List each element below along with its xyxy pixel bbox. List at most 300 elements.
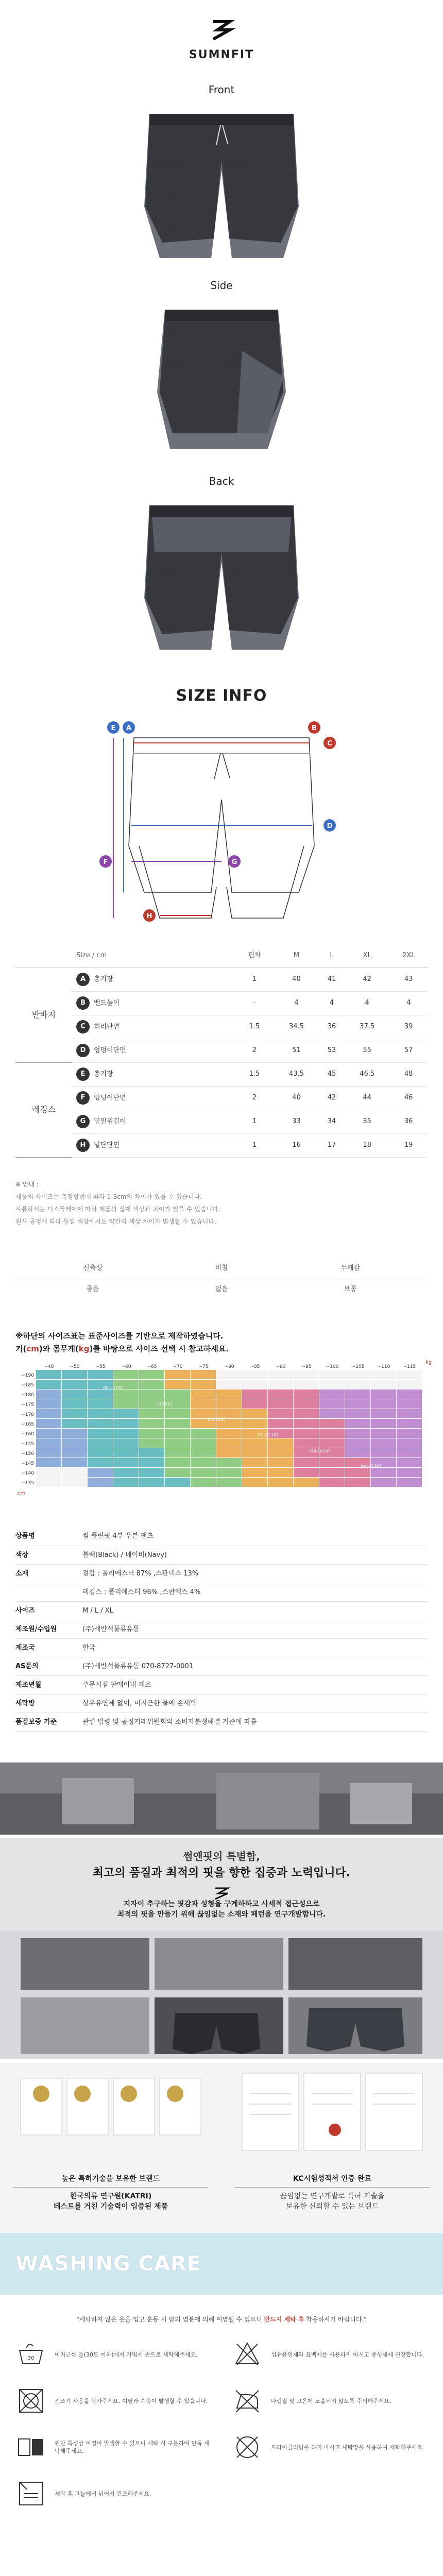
heatmap-cell [216, 1448, 242, 1458]
fabric-photo-image [0, 1762, 443, 1835]
heatmap-cell [397, 1458, 422, 1467]
heatmap-cell [62, 1399, 87, 1409]
size-2xl-cell: 43 [389, 968, 428, 991]
heatmap-cell [268, 1389, 293, 1399]
heatmap-cell [319, 1478, 345, 1487]
y-tick-label: ~155 [21, 1441, 34, 1447]
heatmap-cell [216, 1458, 242, 1467]
heatmap-cell [165, 1458, 190, 1467]
heatmap-cell [294, 1458, 319, 1467]
measure-badge: B [76, 996, 90, 1010]
y-tick-label: ~160 [21, 1431, 34, 1437]
info-key: 품질보증 기준 [15, 1713, 77, 1732]
series-label: 4XL(120) [360, 1464, 382, 1469]
heatmap-cell [62, 1380, 87, 1389]
info-row [15, 1620, 428, 1639]
y-tick-label: ~150 [21, 1451, 34, 1456]
y-tick-label: ~180 [21, 1392, 34, 1398]
deviation-cell: 1 [235, 968, 274, 991]
info-value: 블랙(Black) / 네이비(Navy) [77, 1546, 428, 1565]
washing-instruction-text: 세탁 후 그늘에서 뉘어서 건조해주세요. [55, 2490, 151, 2497]
brand-name: SUMNFIT [189, 48, 254, 61]
y-tick-label: ~135 [21, 1480, 34, 1486]
heatmap-cell [88, 1419, 113, 1428]
heatmap-cell [139, 1419, 164, 1428]
brand-story-body [0, 1900, 443, 1930]
washing-instruction-text: 건조기 사용을 삼가주세요. 이염과 수축이 발생할 수 있습니다. [55, 2397, 208, 2404]
size-l-cell: 34 [319, 1110, 345, 1133]
washing-instruction-text: 드라이클리닝을 하지 마시고 세탁망을 사용하여 세탁해주세요. [271, 2444, 424, 2451]
heatmap-cell [165, 1468, 190, 1477]
heatmap-cell [397, 1448, 422, 1458]
series-label: 2XL(110) [257, 1432, 279, 1438]
size-l-cell: 4 [319, 991, 345, 1015]
info-value: 한국 [77, 1639, 428, 1657]
heatmap-cell [319, 1389, 345, 1399]
y-tick-label: ~175 [21, 1402, 34, 1408]
size-2xl-cell: 19 [389, 1133, 428, 1157]
x-tick-label: ~105 [351, 1364, 365, 1369]
deviation-cell: 1.5 [235, 1015, 274, 1039]
factory-photos-image [0, 1930, 443, 2059]
heatmap-cell [36, 1389, 61, 1399]
brand-story-title: 썸앤핏의 특별함, [183, 1850, 260, 1863]
heatmap-cell [62, 1419, 87, 1428]
info-key [15, 1583, 77, 1602]
brand-story-p1: 지자이 추구하는 핏감과 성형을 구계하하고 사세적 접근성으로 [123, 1900, 320, 1909]
y-axis-unit: cm [18, 1490, 26, 1496]
size-2xl-cell: 4 [389, 991, 428, 1015]
info-row [15, 1602, 428, 1620]
svg-text:D: D [327, 822, 333, 830]
heatmap-cell [397, 1468, 422, 1477]
heatmap-cell [36, 1380, 61, 1389]
heatmap-cell [319, 1409, 345, 1418]
table-row [15, 968, 428, 991]
heatmap-cell [62, 1409, 87, 1418]
heatmap-cell [191, 1458, 216, 1467]
heatmap-cell [371, 1438, 396, 1448]
heatmap-cell [294, 1370, 319, 1379]
info-row [15, 1565, 428, 1583]
x-tick-label: ~90 [276, 1364, 286, 1369]
heatmap-cell [397, 1429, 422, 1438]
brand-story-text [0, 1838, 443, 1900]
back-label: Back [209, 475, 234, 487]
washing-instruction-text: 다림질 및 고온에 노출되지 않도록 주의해주세요. [271, 2397, 391, 2404]
measure-label: 총기장 [94, 975, 113, 984]
heatmap-cell [139, 1389, 164, 1399]
washing-note-emphasis: 반드시 세탁 후 [264, 2315, 304, 2323]
measure-label: 밑밑위길이 [94, 1117, 126, 1126]
feel-value: 없음 [215, 1285, 228, 1293]
note-line: 사용하시는 디스플레이에 따라 제품의 실제 색상과 차이가 있을 수 있습니다. [15, 1205, 220, 1213]
no-tumble-dry-icon [15, 2385, 46, 2416]
info-row [15, 1546, 428, 1565]
washing-care-title: WASHING CARE [15, 2251, 202, 2276]
heatmap-cell [345, 1448, 370, 1458]
heatmap-cell [242, 1419, 267, 1428]
cert-right-title: KC시험성적서 인증 완료 [234, 2174, 430, 2188]
heatmap-cell [191, 1429, 216, 1438]
info-key: 세탁방 [15, 1694, 77, 1713]
heatmap-cell [191, 1468, 216, 1477]
info-key: 제조국 [15, 1639, 77, 1657]
heatmap-cell [242, 1399, 267, 1409]
measure-badge: D [76, 1044, 90, 1057]
heatmap-cell [36, 1370, 61, 1379]
size-m-cell: 34.5 [274, 1015, 319, 1039]
shorts-side-image [113, 299, 330, 464]
heatmap-cell [397, 1380, 422, 1389]
size-notes [15, 1178, 428, 1228]
certificates-image [0, 2063, 443, 2166]
heatmap-cell [294, 1478, 319, 1487]
separate-wash-icon [15, 2432, 46, 2463]
heatmap-cell [216, 1429, 242, 1438]
heatmap-cell [268, 1380, 293, 1389]
washing-instruction [15, 2385, 211, 2416]
heatmap-cell [88, 1468, 113, 1477]
heatmap-cell [345, 1429, 370, 1438]
y-tick-label: ~165 [21, 1421, 34, 1427]
cert-left-sub2: 테스트를 거친 기술력이 입증된 제품 [53, 2202, 168, 2211]
heatmap-cell [242, 1409, 267, 1418]
svg-text:30: 30 [27, 2355, 35, 2362]
cert-right-sub1: 끊임없는 연구개발로 특허 기술을 [280, 2192, 385, 2201]
heatmap-cell [165, 1409, 190, 1418]
heatmap-cell [268, 1370, 293, 1379]
header-cell: M [274, 944, 319, 968]
measure-label: 밴드높이 [94, 999, 120, 1007]
table-row [15, 1086, 428, 1110]
heatmap-cell [216, 1399, 242, 1409]
heatmap-cell [113, 1448, 139, 1458]
heatmap-cell [319, 1438, 345, 1448]
heatmap-cell [371, 1370, 396, 1379]
info-key: 소재 [15, 1565, 77, 1583]
measure-badge: H [76, 1139, 90, 1152]
heatmap-cell [191, 1438, 216, 1448]
info-value: (주)세반석물류유통 [77, 1620, 428, 1639]
svg-text:H: H [146, 912, 152, 920]
heatmap-cell [113, 1419, 139, 1428]
heatmap-cell [62, 1478, 87, 1487]
feel-value: 보통 [344, 1285, 357, 1293]
heatmap-cell [36, 1399, 61, 1409]
heatmap-cell [165, 1438, 190, 1448]
heatmap-cell [216, 1468, 242, 1477]
heatmap-cell [268, 1448, 293, 1458]
washing-instruction [15, 2432, 211, 2463]
size-m-cell: 43.5 [274, 1062, 319, 1086]
cert-captions [0, 2174, 443, 2212]
heatmap-cell [62, 1370, 87, 1379]
chart-subtitle-text: )와 몸무게( [39, 1344, 79, 1353]
certifications-section [0, 2063, 443, 2233]
side-label: Side [210, 279, 233, 292]
series-label: M(~105) [103, 1385, 124, 1391]
heatmap-cell [88, 1438, 113, 1448]
size-2xl-cell: 48 [389, 1062, 428, 1086]
heatmap-cell [397, 1409, 422, 1418]
series-label: XL(100) [207, 1417, 226, 1422]
header-cell: XL [345, 944, 389, 968]
info-row [15, 1713, 428, 1732]
size-chart-section [15, 1331, 432, 1507]
heatmap-cell [113, 1458, 139, 1467]
shade-dry-icon [15, 2478, 46, 2509]
svg-text:F: F [103, 858, 108, 866]
info-row [15, 1639, 428, 1657]
header-cell: Size / cm [72, 944, 235, 968]
measure-badge: A [76, 973, 90, 986]
washing-instruction [232, 2339, 428, 2370]
heatmap-cell [191, 1478, 216, 1487]
washing-note-text: 착용하시기 바랍니다." [304, 2315, 367, 2323]
heatmap-cell [191, 1380, 216, 1389]
size-xl-cell: 42 [345, 968, 389, 991]
size-m-cell: 40 [274, 968, 319, 991]
heatmap-cell [139, 1448, 164, 1458]
heatmap-cell [319, 1468, 345, 1477]
info-key: 제조년월 [15, 1676, 77, 1694]
size-info-title: SIZE INFO [176, 687, 267, 705]
chart-title: ※하단의 사이즈표는 표준사이즈를 기반으로 제작하였습니다. [15, 1331, 224, 1341]
washing-instruction [232, 2432, 428, 2463]
info-value: (주)세반석물류유통 070-8727-0001 [77, 1657, 428, 1676]
deviation-cell: 2 [235, 1086, 274, 1110]
x-axis-unit: kg [425, 1359, 432, 1365]
size-l-cell: 17 [319, 1133, 345, 1157]
heatmap-cell [345, 1478, 370, 1487]
washing-instruction-text: 미지근한 물(30도 이하)에서 가볍게 손으로 세탁해주세요. [55, 2351, 198, 2358]
heatmap-cell [242, 1380, 267, 1389]
no-iron-icon [232, 2385, 263, 2416]
heatmap-cell [88, 1458, 113, 1467]
size-xl-cell: 37.5 [345, 1015, 389, 1039]
heatmap-cell [242, 1478, 267, 1487]
washing-note-text: "세탁하지 않은 옷을 입고 운동 시 땀의 염분에 의해 이염될 수 있으니 [76, 2315, 264, 2323]
info-value: 상유유연제 없이, 미지근한 물에 손세탁 [77, 1694, 428, 1713]
heatmap-cell [36, 1468, 61, 1477]
size-xl-cell: 18 [345, 1133, 389, 1157]
x-tick-label: ~48 [44, 1364, 54, 1369]
chart-subtitle [15, 1344, 428, 1354]
x-tick-label: ~75 [198, 1364, 209, 1369]
heatmap-cell [36, 1458, 61, 1467]
washing-care-section [0, 2233, 443, 2530]
measure-label: 엉덩이단면 [94, 1094, 126, 1102]
table-row [15, 1039, 428, 1062]
svg-text:G: G [231, 858, 237, 866]
heatmap-cell [397, 1389, 422, 1399]
heatmap-cell [139, 1370, 164, 1379]
feel-header: 두께감 [273, 1259, 428, 1279]
deviation-cell: 1 [235, 1110, 274, 1133]
table-row [15, 1110, 428, 1133]
size-xl-cell: 55 [345, 1039, 389, 1062]
heatmap-cell [345, 1389, 370, 1399]
heatmap-cell [139, 1478, 164, 1487]
size-l-cell: 42 [319, 1086, 345, 1110]
size-l-cell: 41 [319, 968, 345, 991]
heatmap-cell [88, 1448, 113, 1458]
heatmap-cell [319, 1380, 345, 1389]
heatmap-cell [88, 1478, 113, 1487]
heatmap-cell [165, 1448, 190, 1458]
chart-subtitle-cm: cm [26, 1344, 39, 1353]
brand-story-headline: 최고의 품질과 최적의 핏을 향한 집중과 노력입니다. [92, 1867, 351, 1880]
chart-subtitle-kg: kg [78, 1344, 90, 1353]
x-tick-label: ~60 [121, 1364, 131, 1369]
heatmap-cell [88, 1409, 113, 1418]
size-diagram [0, 717, 443, 928]
heatmap-cell [294, 1380, 319, 1389]
size-l-cell: 36 [319, 1015, 345, 1039]
table-row [15, 1062, 428, 1086]
heatmap-cell [345, 1419, 370, 1428]
heatmap-cell [62, 1468, 87, 1477]
brand-logo-icon [206, 14, 237, 45]
heatmap-cell [216, 1478, 242, 1487]
heatmap-cell [36, 1419, 61, 1428]
size-xl-cell: 35 [345, 1110, 389, 1133]
info-key: 색상 [15, 1546, 77, 1565]
heatmap-cell [294, 1438, 319, 1448]
heatmap-cell [139, 1409, 164, 1418]
heatmap-cell [113, 1438, 139, 1448]
feel-value: 좋음 [86, 1285, 99, 1293]
info-row [15, 1657, 428, 1676]
brand-header [0, 0, 443, 77]
heatmap-cell [36, 1409, 61, 1418]
heatmap-cell [88, 1399, 113, 1409]
heatmap-cell [113, 1409, 139, 1418]
heatmap-cell [371, 1380, 396, 1389]
size-l-cell: 53 [319, 1039, 345, 1062]
size-xl-cell: 46.5 [345, 1062, 389, 1086]
heatmap-cell [242, 1448, 267, 1458]
heatmap-cell [165, 1389, 190, 1399]
info-row [15, 1676, 428, 1694]
info-value: 겉감 : 폴리에스터 87% ,스판덱스 13% [77, 1565, 428, 1583]
heatmap-cell [268, 1468, 293, 1477]
group-label: 반바지 [15, 968, 72, 1062]
heatmap-cell [216, 1438, 242, 1448]
x-tick-label: ~115 [403, 1364, 416, 1369]
series-label: 3XL(115) [309, 1448, 330, 1454]
info-row [15, 1583, 428, 1602]
x-tick-label: ~95 [301, 1364, 312, 1369]
heatmap-cell [345, 1409, 370, 1418]
no-softener-icon [232, 2339, 263, 2370]
info-key: 사이즈 [15, 1602, 77, 1620]
info-key: AS문의 [15, 1657, 77, 1676]
chart-subtitle-text: )를 바탕으로 사이즈 선택 시 참고하세요. [89, 1344, 229, 1353]
heatmap-cell [371, 1409, 396, 1418]
deviation-cell: 1 [235, 1133, 274, 1157]
heatmap-cell [268, 1399, 293, 1409]
brand-story-p2: 최적의 핏을 만들기 위해 끊임없는 소재와 패턴을 연구개발합니다. [117, 1910, 326, 1919]
size-2xl-cell: 36 [389, 1110, 428, 1133]
shorts-back-image [113, 495, 330, 660]
heatmap-cell [113, 1468, 139, 1477]
heatmap-cell [397, 1399, 422, 1409]
heatmap-cell [62, 1458, 87, 1467]
washing-instruction [15, 2478, 211, 2509]
heatmap-cell [319, 1429, 345, 1438]
heatmap-cell [139, 1458, 164, 1467]
feel-header: 비침 [170, 1259, 273, 1279]
heatmap-cell [36, 1438, 61, 1448]
heatmap-cell [62, 1389, 87, 1399]
feel-header: 신축성 [15, 1259, 170, 1279]
heatmap-cell [165, 1429, 190, 1438]
note-line: 제품의 사이즈는 측정방법에 따라 1-3cm의 차이가 있을 수 있습니다. [15, 1193, 202, 1200]
size-m-cell: 33 [274, 1110, 319, 1133]
info-value: 주문시점 판매이내 제조 [77, 1676, 428, 1694]
brand-logo-icon [211, 1886, 232, 1901]
heatmap-cell [113, 1399, 139, 1409]
x-tick-label: ~65 [147, 1364, 157, 1369]
heatmap-cell [371, 1389, 396, 1399]
size-m-cell: 51 [274, 1039, 319, 1062]
measure-label: 밑단단면 [94, 1141, 120, 1149]
x-tick-label: ~70 [173, 1364, 183, 1369]
info-value: 레깅스 : 폴리에스터 96% ,스판덱스 4% [77, 1583, 428, 1602]
heatmap-cell [139, 1438, 164, 1448]
heatmap-cell [268, 1438, 293, 1448]
measure-badge: G [76, 1115, 90, 1128]
notes-head: ※ 안내 : [15, 1180, 39, 1188]
heatmap-cell [294, 1468, 319, 1477]
deviation-cell: 2 [235, 1039, 274, 1062]
brand-story-section [0, 1762, 443, 2062]
heatmap-cell [191, 1399, 216, 1409]
heatmap-cell [294, 1399, 319, 1409]
front-view [0, 77, 443, 273]
table-row [15, 991, 428, 1015]
measure-label: 엉덩이단면 [94, 1046, 126, 1055]
heatmap-cell [191, 1448, 216, 1458]
heatmap-cell [371, 1448, 396, 1458]
series-label: L(105) [157, 1401, 173, 1406]
washing-instructions [15, 2339, 428, 2509]
table-row [15, 1015, 428, 1039]
heatmap-cell [216, 1370, 242, 1379]
heatmap-cell [397, 1438, 422, 1448]
svg-text:A: A [126, 724, 132, 732]
measure-badge: F [76, 1091, 90, 1105]
washing-note [0, 2315, 443, 2324]
shorts-front-image [113, 104, 330, 268]
size-2xl-cell: 46 [389, 1086, 428, 1110]
size-info-section [0, 665, 443, 1732]
heatmap-cell [397, 1370, 422, 1379]
info-value: 관련 법령 및 공정거래위원회의 소비자분쟁해결 기준에 따름 [77, 1713, 428, 1732]
measure-label: 총기장 [94, 1070, 113, 1078]
heatmap-cell [216, 1380, 242, 1389]
heatmap-cell [113, 1370, 139, 1379]
product-info-table [15, 1528, 428, 1732]
heatmap-cell [294, 1409, 319, 1418]
info-value: 썸 플린핏 4부 우븐 팬츠 [77, 1528, 428, 1546]
measure-badge: E [76, 1067, 90, 1081]
x-tick-label: ~55 [95, 1364, 106, 1369]
washing-instruction [232, 2385, 428, 2416]
heatmap-cell [62, 1438, 87, 1448]
